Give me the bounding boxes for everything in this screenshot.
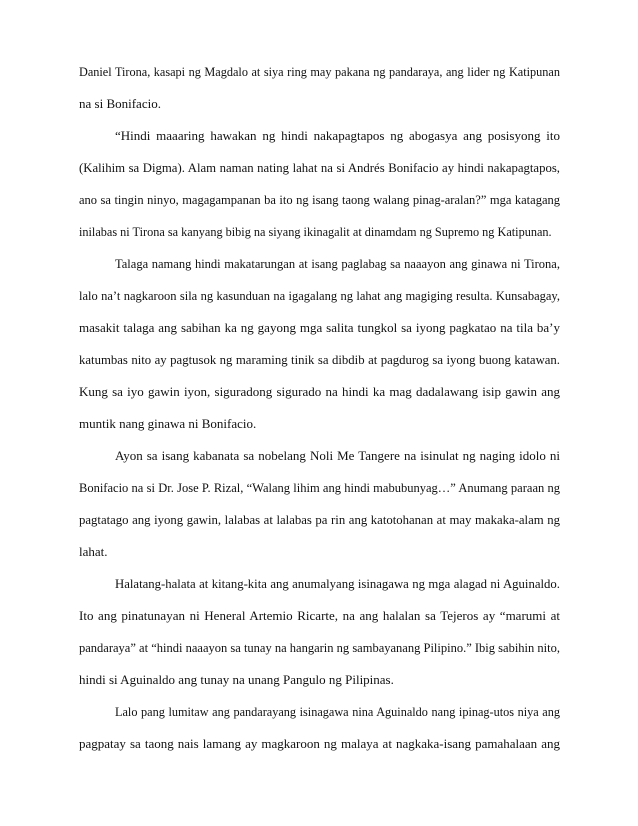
body-line: lahat. xyxy=(79,544,108,559)
body-line: lalo na’t nagkaroon sila ng kasunduan na igagalang ng lahat ang magiging resulta. Kunsabagay, xyxy=(79,289,560,303)
body-line: pagpatay sa taong nais lamang ay magkaroon ng malaya at nagkaka-isang pamahalaan ang xyxy=(79,736,560,751)
body-line: Bonifacio na si Dr. Jose P. Rizal, “Walang lihim ang hindi mabubunyag…” Anumang paraan ng xyxy=(79,481,560,495)
body-line: ano sa tingin ninyo, magagampanan ba ito ng isang taong walang pinag-aralan?” mga katagang xyxy=(79,193,560,207)
body-line: pagtatago ang iyong gawin, lalabas at lalabas pa rin ang katotohanan at may makaka-alam ng xyxy=(79,513,560,527)
body-line: masakit talaga ang sabihan ka ng gayong mga salita tungkol sa iyong pagkatao na tila ba’y xyxy=(79,320,560,335)
document-body xyxy=(79,62,560,766)
body-line: na si Bonifacio. xyxy=(79,96,161,111)
body-line: katumbas nito ay pagtusok ng maraming tinik sa dibdib at pagdurog sa iyong buong katawan. xyxy=(79,353,560,367)
body-line: Halatang-halata at kitang-kita ang anumalyang isinagawa ng mga alagad ni Aguinaldo. xyxy=(115,577,560,591)
body-line: “Hindi maaaring hawakan ng hindi nakapagtapos ng abogasya ang posisyong ito xyxy=(115,128,560,143)
body-line: Daniel Tirona, kasapi ng Magdalo at siya ring may pakana ng pandaraya, ang lider ng Katipunan xyxy=(79,65,560,79)
body-line: hindi si Aguinaldo ang tunay na unang Pangulo ng Pilipinas. xyxy=(79,672,394,687)
body-line: Talaga namang hindi makatarungan at isang paglabag sa naaayon ang ginawa ni Tirona, xyxy=(115,257,560,271)
body-line: (Kalihim sa Digma). Alam naman nating lahat na si Andrés Bonifacio ay hindi nakapagtapos, xyxy=(79,161,560,175)
body-line: Lalo pang lumitaw ang pandarayang isinagawa nina Aguinaldo nang ipinag-utos niya ang xyxy=(115,705,560,719)
body-line: inilabas ni Tirona sa kanyang bibig na siyang ikinagalit at dinamdam ng Supremo ng Katipunan. xyxy=(79,225,552,239)
body-line: Ito ang pinatunayan ni Heneral Artemio Ricarte, na ang halalan sa Tejeros ay “marumi at xyxy=(79,608,560,623)
body-line: muntik nang ginawa ni Bonifacio. xyxy=(79,416,257,431)
body-line: Kung sa iyo gawin iyon, siguradong sigurado na hindi ka mag dadalawang isip gawin ang xyxy=(79,384,560,399)
body-line: Ayon sa isang kabanata sa nobelang Noli Me Tangere na isinulat ng naging idolo ni xyxy=(115,448,560,463)
body-line: pandaraya” at “hindi naaayon sa tunay na hangarin ng sambayanang Pilipino.” Ibig sabihin nito, xyxy=(79,641,560,655)
